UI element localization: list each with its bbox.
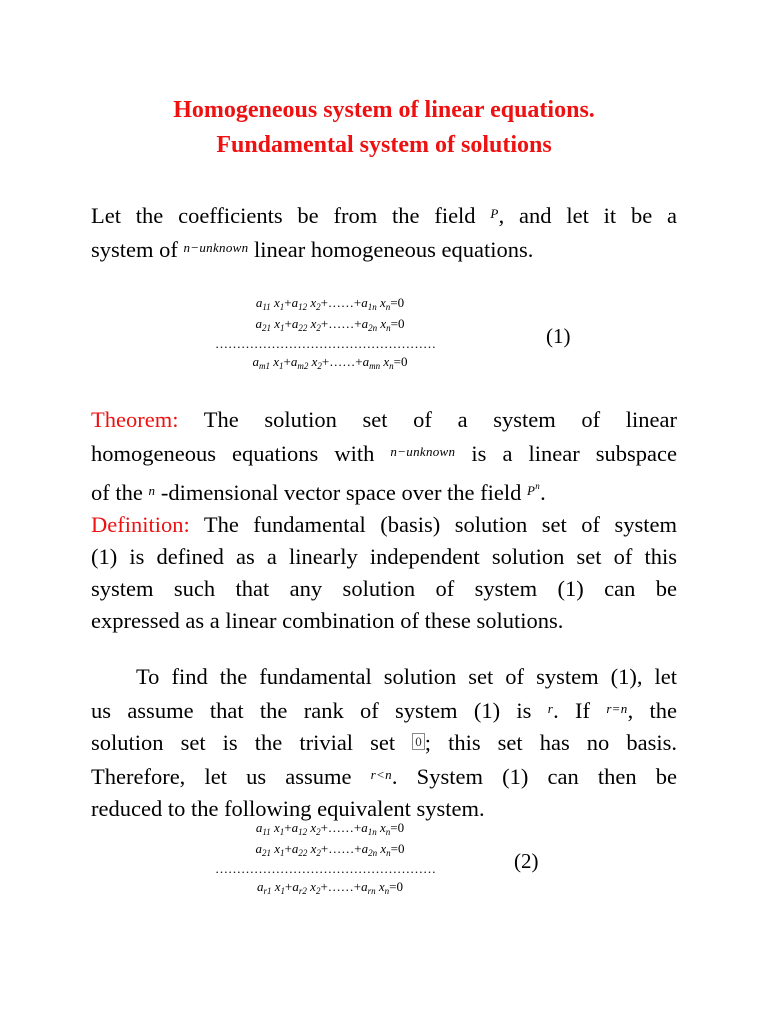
theorem-text: homogeneous equations with xyxy=(91,441,375,466)
definition-line-4: expressed as a linear combination of these solutions. xyxy=(91,608,564,633)
intro-text: linear homogeneous equations. xyxy=(254,237,534,262)
equation-number-2: (2) xyxy=(514,849,539,873)
theorem-label: Theorem: xyxy=(91,407,179,432)
n-unknown-symbol: n−unknown xyxy=(390,444,456,459)
zero-set: 0 xyxy=(412,733,425,750)
field-symbol: P xyxy=(527,483,536,498)
procedure-line-4 xyxy=(91,759,677,793)
system1-dots: …………………………………………… xyxy=(215,336,436,351)
definition-line-3: system such that any solution of system (1) can be xyxy=(91,576,677,601)
intro-line-2 xyxy=(91,232,677,266)
theorem-text: of the xyxy=(91,480,143,505)
theorem-line-3 xyxy=(91,470,677,509)
procedure-line-2 xyxy=(91,693,677,727)
procedure-text: us assume that the rank of system (1) is xyxy=(91,698,532,723)
procedure-text: , the xyxy=(627,698,677,723)
system2-equation-r: $a_{r1}$ $x_1+a_{r2}$ $x_2+\dots\dots+a_{rn}$ $x_n=0$ xyxy=(257,879,403,896)
theorem-text: The solution set of a system of linear xyxy=(203,407,677,432)
system2-equation-1: $a_{11}$ $x_1+a_{12}$ $x_2+\dots\dots+a_{1n}$ $x_n=0$ xyxy=(255,820,405,837)
r-symbol: r xyxy=(547,701,554,716)
procedure-text: . System (1) can then be xyxy=(391,764,677,789)
field-symbol: P xyxy=(490,206,499,221)
system1-equation-2: $a_{21}$ $x_1+a_{22}$ $x_2+\dots\dots+a_{2n}$ $x_n=0$ xyxy=(255,316,405,333)
definition-line-1 xyxy=(91,509,677,541)
intro-text: , and let it be a xyxy=(498,203,678,228)
r-less-than-n: r<n xyxy=(370,767,392,782)
intro-text: Let the coefficients be from the field xyxy=(91,203,476,228)
procedure-text: Therefore, let us assume xyxy=(91,764,352,789)
intro-line-1 xyxy=(91,198,677,232)
intro-paragraph xyxy=(91,198,677,266)
title-line-2: Fundamental system of solutions xyxy=(216,132,552,158)
field-power-symbol xyxy=(527,483,540,498)
equation-number-1: (1) xyxy=(546,324,571,348)
procedure-text: ; this set has no basis. xyxy=(424,730,678,755)
theorem-line-1 xyxy=(91,404,677,436)
theorem-definition-block xyxy=(91,404,677,637)
theorem-line-2 xyxy=(91,436,677,470)
procedure-paragraph xyxy=(91,661,677,825)
system1-equation-1: $a_{11}$ $x_1+a_{12}$ $x_2+\dots\dots+a_{1n}$ $x_n=0$ xyxy=(255,295,405,312)
r-equals-n: r=n xyxy=(606,701,628,716)
definition-line-2: (1) is defined as a linearly independent solution set of this xyxy=(91,544,677,569)
procedure-line-5: reduced to the following equivalent system. xyxy=(91,796,485,821)
definition-text: The fundamental (basis) solution set of system xyxy=(203,512,677,537)
theorem-text: -dimensional vector space over the field xyxy=(160,480,522,505)
definition-label: Definition: xyxy=(91,512,190,537)
title-line-1: Homogeneous system of linear equations. xyxy=(173,97,595,123)
procedure-line-1: To find the fundamental solution set of system (1), let xyxy=(136,664,677,689)
n-unknown-symbol: n−unknown xyxy=(183,240,249,255)
field-exponent: n xyxy=(535,481,541,491)
system2-dots: …………………………………………… xyxy=(215,861,436,876)
theorem-text: . xyxy=(540,480,546,505)
n-symbol: n xyxy=(148,483,156,498)
procedure-text: . If xyxy=(553,698,591,723)
procedure-text: solution set is the trivial set xyxy=(91,730,396,755)
procedure-line-3 xyxy=(91,727,677,759)
theorem-text: is a linear subspace xyxy=(471,441,678,466)
system1-equation-m: $a_{m1}$ $x_1+a_{m2}$ $x_2+\dots\dots+a_{mn}$ $x_n=0$ xyxy=(252,354,408,371)
intro-text: system of xyxy=(91,237,178,262)
system2-equation-2: $a_{21}$ $x_1+a_{22}$ $x_2+\dots\dots+a_{2n}$ $x_n=0$ xyxy=(255,841,405,858)
